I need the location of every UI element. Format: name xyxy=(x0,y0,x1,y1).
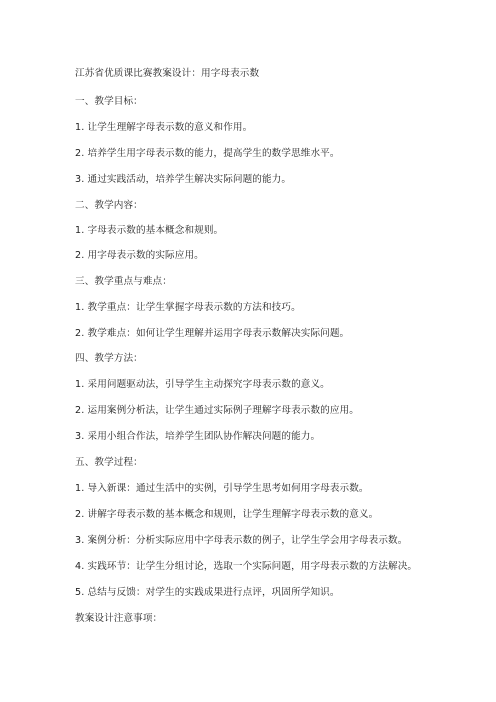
objective-item-3: 3. 通过实践活动，培养学生解决实际问题的能力。 xyxy=(75,174,292,185)
method-item-3: 3. 采用小组合作法，培养学生团队协作解决问题的能力。 xyxy=(75,431,321,442)
method-item-1: 1. 采用问题驱动法，引导学生主动探究字母表示数的意义。 xyxy=(75,379,330,390)
content-item-1: 1. 字母表示数的基本概念和规则。 xyxy=(75,225,224,236)
content-item-2: 2. 用字母表示数的实际应用。 xyxy=(75,250,204,261)
document-title: 江苏省优质课比赛教案设计：用字母表示数 xyxy=(75,68,260,79)
section-heading-content: 二、教学内容： xyxy=(75,200,143,211)
method-item-2: 2. 运用案例分析法，让学生通过实际例子理解字母表示数的应用。 xyxy=(75,405,359,416)
objective-item-1: 1. 让学生理解字母表示数的意义和作用。 xyxy=(75,122,253,133)
process-item-2: 2. 讲解字母表示数的基本概念和规则，让学生理解字母表示数的意义。 xyxy=(75,509,379,520)
section-heading-objectives: 一、教学目标： xyxy=(75,96,143,107)
section-heading-methods: 四、教学方法： xyxy=(75,353,143,364)
process-item-3: 3. 案例分析：分析实际应用中字母表示数的例子，让学生学会用字母表示数。 xyxy=(75,535,408,546)
objective-item-2: 2. 培养学生用字母表示数的能力，提高学生的数学思维水平。 xyxy=(75,148,340,159)
process-item-5: 5. 总结与反馈：对学生的实践成果进行点评，巩固所学知识。 xyxy=(75,587,340,598)
section-heading-process: 五、教学过程： xyxy=(75,457,143,468)
section-heading-key-points: 三、教学重点与难点： xyxy=(75,276,172,287)
key-point-item-2: 2. 教学难点：如何让学生理解并运用字母表示数解决实际问题。 xyxy=(75,328,350,339)
design-notes-heading: 教案设计注意事项： xyxy=(75,613,163,624)
key-point-item-1: 1. 教学重点：让学生掌握字母表示数的方法和技巧。 xyxy=(75,302,301,313)
process-item-1: 1. 导入新课：通过生活中的实例，引导学生思考如何用字母表示数。 xyxy=(75,483,369,494)
process-item-4: 4. 实践环节：让学生分组讨论，选取一个实际问题，用字母表示数的方法解决。 xyxy=(75,561,418,572)
